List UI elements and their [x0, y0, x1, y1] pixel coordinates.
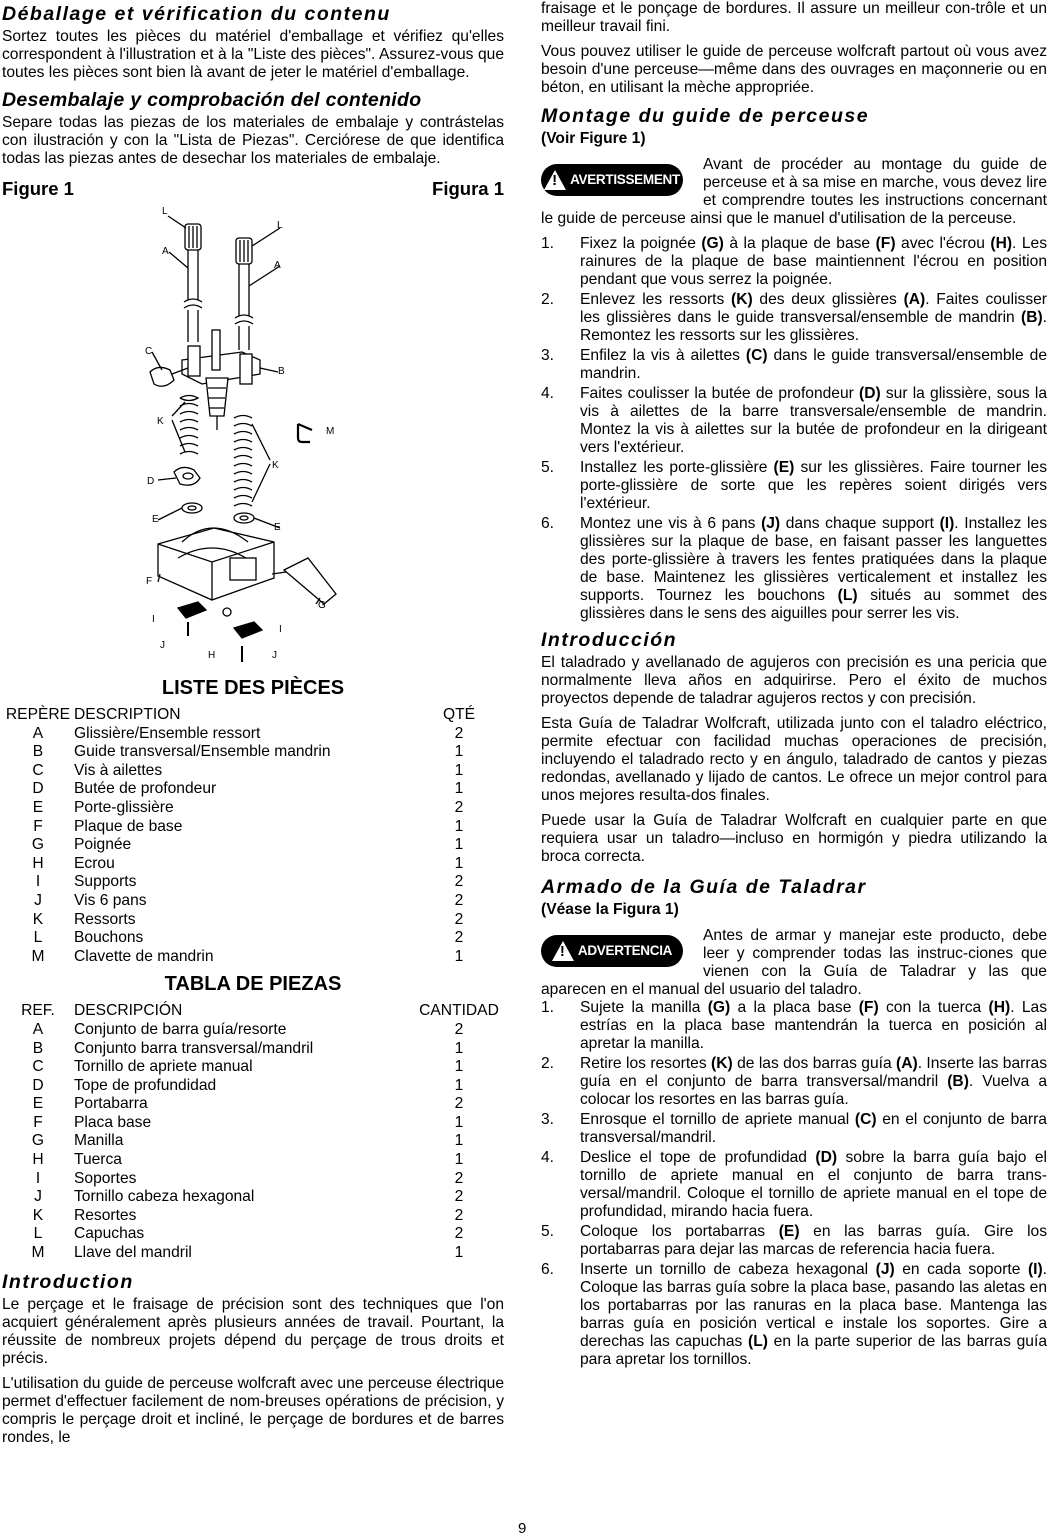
subheading-voir-figure: (Voir Figure 1)	[541, 130, 646, 147]
chuck-key	[298, 424, 312, 442]
header-ref: REF.	[21, 1002, 55, 1020]
step-number: 1.	[541, 999, 555, 1016]
step-item	[541, 291, 1047, 345]
step-item	[541, 235, 1047, 289]
cell-desc: Glissière/Ensemble ressort	[74, 724, 261, 742]
heading-deballage: Déballage et vérification du contenu	[2, 3, 391, 25]
handle	[284, 558, 336, 604]
figure-label: L	[277, 220, 283, 231]
step-number: 2.	[541, 291, 555, 308]
cell-desc: Guide transversal/Ensemble mandrin	[74, 743, 331, 761]
step-text: Installez les porte-glissière (E) sur les glissières. Faire tourner les porte-glissière de sorte que les repères soient dirigés vers l'extérieur.	[580, 459, 1047, 512]
header-ref: REPÈRE	[5, 706, 71, 723]
figure-label: H	[208, 650, 216, 661]
table-row	[2, 948, 504, 967]
cell-ref: H	[32, 854, 44, 872]
paragraph-deballage: Sortez toutes les pièces du matériel d'emballage et vérifiez qu'elles correspondent à l'illustration et à la "Liste des pièces". Assurez-vous que toutes les pièces sont bien là avant de jeter le matériel d'emballage.	[2, 28, 504, 81]
warning-text-fr: Avant de procéder au montage du guide de perceuse et à sa mise en marche, vous devez lire et comprendre toutes les instructions concernant le guide de perceuse ainsi que le manuel d'utilisation de la perceuse.	[541, 156, 1047, 227]
figure-label: A	[274, 260, 281, 271]
cell-ref: L	[33, 1225, 43, 1243]
warning-text-es: Antes de armar y manejar este producto, debe leer y comprender todas las instruc-ciones que vienen con la Guía de Taladrar y las que aparecen en el manual del usuario del taladro.	[541, 927, 1047, 998]
table-row	[2, 911, 504, 930]
warning-badge-es	[541, 935, 683, 967]
table-row	[2, 1225, 504, 1244]
cell-desc: Soportes	[74, 1169, 137, 1187]
paragraph-intro-es-3: Puede usar la Guía de Taladrar Wolfcraft en cualquier parte en que requiera usar un taladro—incluso en hormigón y piedra utilizando la broca correcta.	[541, 812, 1047, 865]
warning-block-es	[541, 927, 1047, 999]
warning-block-fr	[541, 156, 1047, 228]
nut	[223, 608, 231, 616]
cell-desc: Llave del mandril	[74, 1244, 192, 1262]
step-text: Faites coulisser la butée de profondeur (D) sur la glissière, sous la vis à ailettes de la barre transversale/ensemble de mandrin. Montez la vis à ailettes sur la butée de profondeur en la dirigeant vers l'extérieur.	[580, 385, 1047, 456]
figure-part-labels	[145, 206, 334, 661]
table-row	[2, 780, 504, 799]
table-row	[2, 873, 504, 892]
cell-ref: C	[32, 761, 44, 779]
cell-qty: 2	[454, 1206, 464, 1224]
cell-qty: 1	[454, 761, 464, 779]
figure-label: J	[272, 650, 277, 661]
warning-badge-label: AVERTISSEMENT	[570, 172, 680, 187]
cell-ref: L	[33, 929, 43, 947]
table-row	[2, 799, 504, 818]
tabla-title: TABLA DE PIEZAS	[164, 973, 342, 996]
cell-ref: I	[35, 873, 41, 891]
table-row	[2, 1040, 504, 1059]
cell-qty: 2	[454, 873, 464, 891]
figure-title-fr: Figure 1	[2, 178, 74, 199]
cell-ref: J	[34, 891, 42, 909]
cell-desc: Resortes	[74, 1206, 137, 1224]
table-header-row	[2, 706, 504, 725]
cell-qty: 2	[454, 910, 464, 928]
cell-qty: 2	[454, 891, 464, 909]
cell-qty: 1	[454, 1132, 464, 1150]
warning-triangle-icon: !	[544, 170, 566, 190]
figure-title-es: Figura 1	[432, 178, 504, 199]
cell-qty: 1	[454, 817, 464, 835]
table-row	[2, 1188, 504, 1207]
figure-label: F	[146, 576, 153, 587]
figure-label: E	[152, 514, 159, 525]
cell-desc: Plaque de base	[74, 817, 183, 835]
header-desc: DESCRIPCIÓN	[74, 1002, 183, 1020]
table-row	[2, 762, 504, 781]
table-row	[2, 1132, 504, 1151]
step-item	[541, 459, 1047, 513]
step-number: 4.	[541, 1149, 555, 1166]
cell-ref: D	[32, 1076, 44, 1094]
paragraph-intro-es-1: El taladrado y avellanado de agujeros con precisión es una pericia que normalmente lleva años en adquirirse. Pero el éxito de muchos proyectos depende de taladrar agujeros rectos y con precisión.	[541, 654, 1047, 707]
table-row	[2, 1151, 504, 1170]
header-desc: DESCRIPTION	[74, 706, 181, 723]
table-row	[2, 892, 504, 911]
cell-desc: Ecrou	[74, 854, 115, 872]
header-qty: CANTIDAD	[419, 1002, 499, 1020]
drill-guide-exploded-diagram	[2, 202, 504, 670]
cell-qty: 2	[454, 1169, 464, 1187]
table-row	[2, 743, 504, 762]
heading-introduccion: Introducción	[541, 629, 678, 651]
figure-label: K	[272, 460, 279, 471]
cell-qty: 1	[454, 743, 464, 761]
cell-ref: M	[31, 1244, 45, 1262]
page-number: 9	[518, 1520, 527, 1537]
step-number: 2.	[541, 1055, 555, 1072]
heading-armado: Armado de la Guía de Taladrar	[541, 876, 867, 898]
table-row	[2, 855, 504, 874]
cell-ref: G	[31, 836, 45, 854]
cell-desc: Capuchas	[74, 1225, 145, 1243]
cell-ref: K	[32, 910, 44, 928]
cell-ref: M	[31, 947, 45, 965]
cell-qty: 2	[454, 1225, 464, 1243]
step-number: 6.	[541, 515, 555, 532]
liste-des-pieces-table	[2, 706, 504, 966]
step-number: 5.	[541, 459, 555, 476]
table-row	[2, 1021, 504, 1040]
step-text: Coloque los portabarras (E) en las barras guía. Gire los portabarras para dejar las marcas de referencia hacia fuera.	[580, 1223, 1047, 1258]
cell-desc: Vis 6 pans	[74, 891, 147, 909]
paragraph-vous: Vous pouvez utiliser le guide de perceuse wolfcraft partout où vous avez besoin d'une perceuse—même dans des ouvrages en maçonnerie ou en béton, en utilisant la mèche appropriée.	[541, 43, 1047, 96]
table-row	[2, 1058, 504, 1077]
cell-desc: Vis à ailettes	[74, 761, 163, 779]
cell-qty: 1	[454, 1039, 464, 1057]
cell-ref: B	[32, 743, 44, 761]
figure-label: L	[162, 206, 168, 217]
step-text: Enlevez les ressorts (K) des deux glissières (A). Faites coulisser les glissières dans le guide transversal/ensemble de mandrin (B). Remontez les ressorts sur les glissières.	[580, 291, 1047, 344]
cell-ref: F	[33, 817, 43, 835]
step-number: 6.	[541, 1261, 555, 1278]
cell-ref: I	[35, 1169, 41, 1187]
figure-label: D	[147, 476, 155, 487]
table-header-row	[2, 1002, 504, 1021]
cell-desc: Bouchons	[74, 929, 144, 947]
step-text: Sujete la manilla (G) a la placa base (F) con la tuerca (H). Las estrías en la placa base mantendrán la tuerca en posición al apretar la manilla.	[580, 999, 1047, 1052]
support-left	[178, 602, 206, 618]
step-item	[541, 347, 1047, 383]
warning-badge-label: ADVERTENCIA	[577, 943, 673, 958]
cell-qty: 2	[454, 1188, 464, 1206]
step-text: Deslice el tope de profundidad (D) sobre la barra guía bajo el tornillo de apriete manual en el conjunto de barra trans-versal/mandril. Coloque el tornillo de apriete manual en el tope de profundidad, mirando hacia fuera.	[580, 1149, 1047, 1220]
step-item	[541, 385, 1047, 457]
cell-qty: 2	[454, 798, 464, 816]
cell-ref: H	[32, 1151, 44, 1169]
step-item	[541, 1055, 1047, 1109]
step-text: Inserte un tornillo de cabeza hexagonal (J) en cada soporte (I). Coloque las barras guía sobre la placa base, pasando las aletas en los portabarras por las ranuras en la placa base. Mantenga las barras guía en posición vertical e instale los soportes. Gire a derechas las capuchas (L) en la parte superior de las barras guía para apretar los tornillos.	[580, 1261, 1047, 1368]
step-item	[541, 999, 1047, 1053]
cell-ref: F	[33, 1113, 43, 1131]
cell-qty: 1	[454, 1151, 464, 1169]
table-row	[2, 725, 504, 744]
support-right	[234, 622, 262, 638]
cell-ref: B	[32, 1039, 44, 1057]
figure-label: G	[318, 600, 326, 611]
tabla-de-piezas-table	[2, 1002, 504, 1262]
step-text: Fixez la poignée (G) à la plaque de base (F) avec l'écrou (H). Les rainures de la plaque de base maintiennent l'écrou en position pendant que vous serrez la poignée.	[580, 235, 1048, 288]
figure-label: I	[279, 624, 282, 635]
step-item	[541, 1261, 1047, 1369]
cell-desc: Portabarra	[74, 1095, 148, 1113]
paragraph-intro-es-2: Esta Guía de Taladrar Wolfcraft, utilizada junto con el taladro eléctrico, permite efectuar con facilidad muchas operaciones de precisión, incluyendo el taladrado recto y en ángulo, taladrado de cantos y piezas redondas, avellanado y lijado de cantos. Le ofrece un mejor control para unos mejores resulta-dos finales.	[541, 715, 1047, 804]
cell-desc: Manilla	[74, 1132, 124, 1150]
warning-badge-fr	[541, 164, 683, 196]
table-row	[2, 836, 504, 855]
cell-desc: Tornillo cabeza hexagonal	[74, 1188, 255, 1206]
figure-label: C	[145, 346, 153, 357]
cell-ref: J	[34, 1188, 42, 1206]
liste-title: LISTE DES PIÈCES	[161, 677, 345, 699]
step-text: Enfilez la vis à ailettes (C) dans le guide transversal/ensemble de mandrin.	[580, 347, 1047, 382]
table-row	[2, 1077, 504, 1096]
cell-ref: A	[32, 724, 44, 742]
figure-label: E	[274, 522, 281, 533]
figure-label: A	[162, 246, 169, 257]
cell-ref: D	[32, 780, 44, 798]
cell-ref: A	[32, 1020, 44, 1038]
step-number: 1.	[541, 235, 555, 252]
cell-qty: 1	[454, 836, 464, 854]
cell-desc: Tornillo de apriete manual	[74, 1058, 253, 1076]
cell-qty: 1	[454, 1076, 464, 1094]
paragraph-intro-2: L'utilisation du guide de perceuse wolfcraft avec une perceuse électrique permet d'effectuer facilement de nom-breuses opérations de précision, y compris le perçage droit et incliné, le perçage de bordures et de barres rondes, le	[2, 1374, 504, 1446]
heading-desembalaje: Desembalaje y comprobación del contenido	[2, 89, 422, 111]
cell-qty: 2	[454, 1020, 464, 1038]
step-item	[541, 1149, 1047, 1221]
cell-desc: Poignée	[74, 836, 132, 854]
rod-holder-right	[234, 513, 254, 523]
cell-qty: 2	[454, 724, 464, 742]
cell-desc: Porte-glissière	[74, 798, 174, 816]
heading-introduction: Introduction	[2, 1270, 134, 1293]
thumb-screw	[150, 367, 174, 386]
step-item	[541, 1111, 1047, 1147]
cell-desc: Supports	[74, 873, 137, 891]
cell-ref: C	[32, 1058, 44, 1076]
paragraph-desembalaje: Separe todas las piezas de los materiales de embalaje y contrástelas con ilustración y con la "Lista de Piezas". Cerciórese de que identifica todas las piezas antes de desechar los materiales de embalaje.	[2, 114, 504, 167]
right-column	[541, 0, 1047, 1375]
cell-desc: Conjunto de barra guía/resorte	[74, 1020, 287, 1038]
depth-stop	[174, 467, 200, 485]
rod-holder-left	[182, 503, 202, 513]
cell-qty: 1	[454, 854, 464, 872]
cell-qty: 2	[454, 1095, 464, 1113]
figure-label: K	[157, 416, 164, 427]
step-text: Retire los resortes (K) de las dos barras guía (A). Inserte las barras guía en el conjunto de barra transversal/mandril (B). Vuelva a colocar los resortes en las barras guía.	[580, 1055, 1048, 1108]
step-text: Montez une vis à 6 pans (J) dans chaque support (I). Installez les glissières sur la plaque de base, en faisant passer les languettes des porte-glissière à travers les fentes pratiquées dans la plaque de base. Maintenez les glissières verticalement et installez les supports. Tournez les bouchons (L) situés au sommet des glissières dans le sens des aiguilles pour serrer les vis.	[580, 515, 1047, 622]
cell-desc: Conjunto barra transversal/mandril	[74, 1039, 314, 1057]
figure-label: I	[152, 614, 155, 625]
table-row	[2, 1114, 504, 1133]
figure-label: B	[278, 366, 285, 377]
left-column	[2, 0, 504, 1454]
cell-desc: Tope de profundidad	[74, 1076, 217, 1094]
step-item	[541, 1223, 1047, 1259]
step-number: 4.	[541, 385, 555, 402]
figure-label: J	[160, 640, 165, 651]
table-row	[2, 1170, 504, 1189]
heading-montage: Montage du guide de perceuse	[541, 105, 870, 127]
cell-qty: 1	[454, 1244, 464, 1262]
cell-ref: E	[32, 1095, 44, 1113]
step-item	[541, 515, 1047, 623]
cell-desc: Clavette de mandrin	[74, 947, 214, 965]
steps-list-fr	[541, 235, 1047, 623]
cell-qty: 1	[454, 947, 464, 965]
step-number: 3.	[541, 1111, 555, 1128]
chuck	[206, 378, 228, 416]
warning-triangle-icon: !	[552, 941, 574, 961]
cell-ref: K	[32, 1206, 44, 1224]
step-number: 5.	[541, 1223, 555, 1240]
paragraph-continued: fraisage et le ponçage de bordures. Il assure un meilleur con-trôle et un meilleur travail fini.	[541, 0, 1047, 35]
steps-list-es	[541, 999, 1047, 1369]
step-number: 3.	[541, 347, 555, 364]
cell-ref: E	[32, 798, 44, 816]
spring-right	[234, 416, 252, 507]
cell-qty: 1	[454, 1113, 464, 1131]
cell-ref: G	[31, 1132, 45, 1150]
subheading-vease-figura: (Véase la Figura 1)	[541, 901, 679, 918]
header-qty: QTÉ	[442, 706, 476, 723]
cell-desc: Tuerca	[74, 1151, 122, 1169]
table-row	[2, 929, 504, 948]
cell-desc: Ressorts	[74, 910, 136, 928]
cell-qty: 2	[454, 929, 464, 947]
figure-label: M	[326, 426, 335, 437]
table-row	[2, 818, 504, 837]
cell-desc: Butée de profondeur	[74, 780, 217, 798]
figure-title-row	[2, 180, 504, 202]
table-row	[2, 1207, 504, 1226]
figure-1-drill-guide	[2, 202, 504, 670]
table-row	[2, 1244, 504, 1263]
cell-qty: 1	[454, 780, 464, 798]
cell-qty: 1	[454, 1058, 464, 1076]
step-text: Enrosque el tornillo de apriete manual (C) en el conjunto de barra transversal/mandril.	[580, 1111, 1047, 1146]
table-row	[2, 1095, 504, 1114]
paragraph-intro-1: Le perçage et le fraisage de précision sont des techniques que l'on acquiert généralement après plusieurs années de travail. Pourtant, la réussite de nombreux projets dépend du perçage de trous droits et précis.	[2, 1295, 504, 1367]
cell-desc: Placa base	[74, 1113, 152, 1131]
